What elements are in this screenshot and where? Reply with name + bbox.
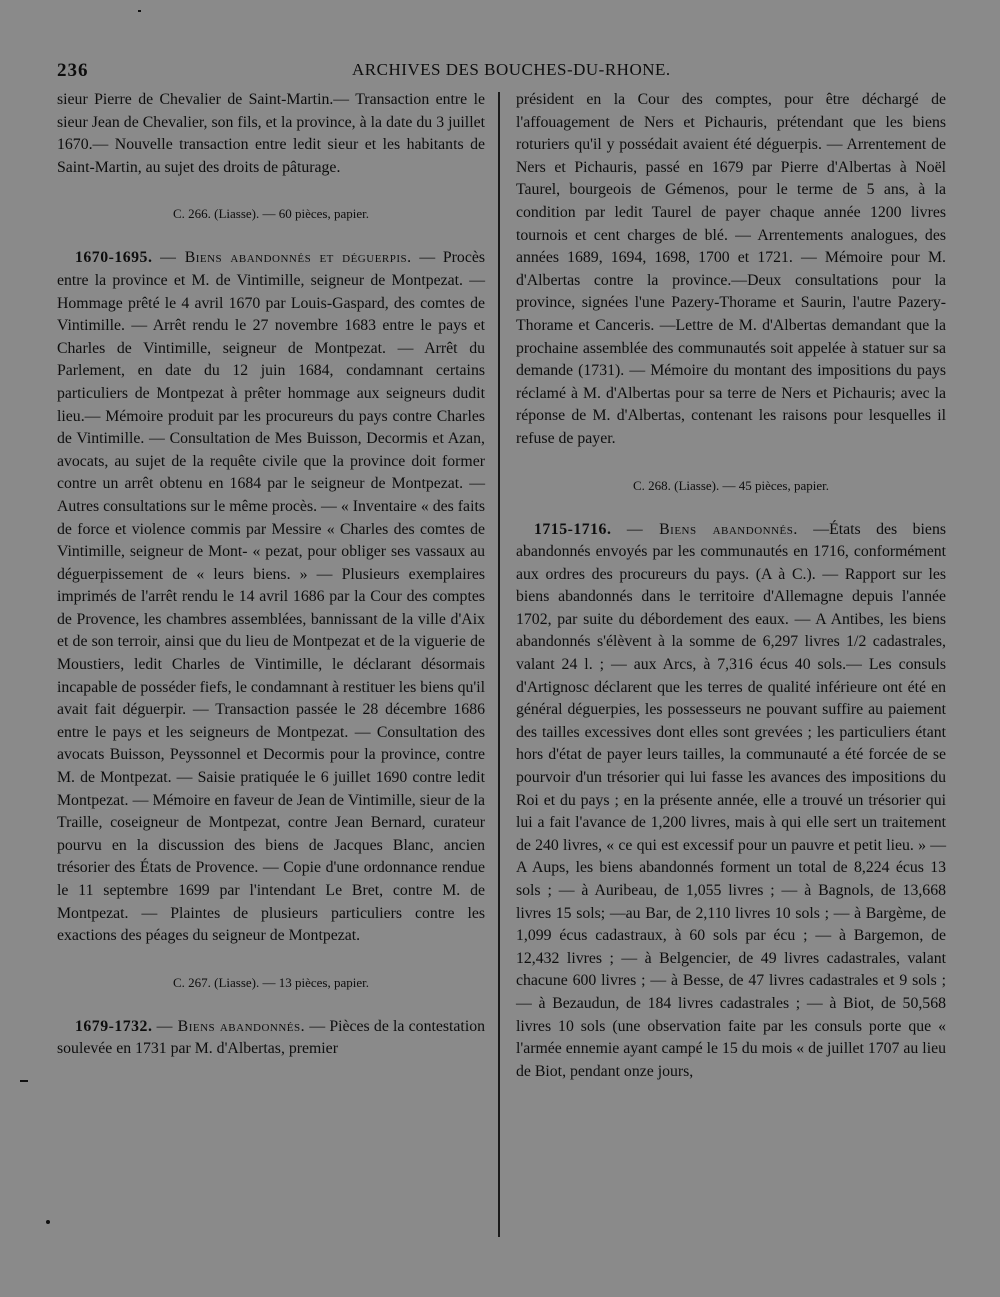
- c267-subject: — Biens abandonnés.: [156, 1017, 306, 1035]
- left-column: [57, 89, 485, 1061]
- intro-paragraph: sieur Pierre de Chevalier de Saint-Martin.— Transaction entre le sieur Jean de Chevalier, son fils, et la province, à la date du 3 juillet 1670.— Nouvelle transaction entre ledit sieur et les habitants de Saint-Martin, au sujet des droits de pâturage.: [57, 91, 485, 176]
- page-number: 236: [57, 60, 89, 81]
- c268-heading: C. 268. (Liasse). — 45 pièces, papier.: [632, 477, 830, 493]
- c266-subject: — Biens abandonnés et déguerpis.: [160, 249, 412, 267]
- running-head: ARCHIVES DES BOUCHES-DU-RHONE.: [352, 60, 671, 79]
- c266-entry: [57, 247, 485, 947]
- c268-text: —États des biens abandonnés envoyés par les communautés en 1716, conformément aux ordres des procureurs du pays. (A à C.). — Rapport sur les biens abandonnés dans le territoire d'Allemagne depuis l'année 1702, par suite du débordement des eaux. — A Antibes, les biens abandonnés s'élèvent à la somme de 6,297 livres 1/2 cadastrales, valant 24 l. ; — aux Arcs, à 7,316 écus 40 sols.— Les consuls d'Artignosc déclarent que les terres de qualité inférieure ont été en général déguerpies, les possesseurs ne pouvant suffire au paiement des tailles excessives dont elles sont grevées ; les particuliers étant hors d'état de payer leurs tailles, la communauté a été forcée de se pourvoir d'un trésorier qui lui fasse les avances des impositions du Roi et du pays ; en la présente année, elle a trouvé un trésorier qui lui a fait l'avance de 1,200 livres, mais à qui elle sert un traitement de 240 livres, « ce qui est excessif pour un pauvre et petit lieu. » — A Aups, les biens abandonnés forment un total de 8,224 écus 13 sols ; — à Auribeau, de 1,055 livres ; — à Bagnols, de 13,668 livres 15 sols; —au Bar, de 2,110 livres 10 sols ; — à Bargème, de 1,099 écus cadastraux, à 60 sols par écu ; — à Bargemon, de 12,432 livres ; — à Belgencier, de 49 livres cadastrales, valant chacune 600 livres ; — à Besse, de 47 livres cadastrales et 9 sols ; — à Bezaudun, de 184 livres cadastrales ; — à Biot, de 50,568 livres 10 sols (une observation faite par les consuls porte que « l'armée ennemie ayant campé le 15 du mois « de juillet 1707 au lieu de Biot, pendant onze jours,: [516, 520, 946, 1080]
- scan-speck: [46, 1220, 50, 1224]
- c267-dates: 1679-1732.: [75, 1017, 153, 1035]
- c267-text: — Pièces de la contestation soulevée en 1731 par M. d'Albertas, premier: [57, 1017, 486, 1058]
- c266-heading: C. 266. (Liasse). — 60 pièces, papier.: [172, 206, 370, 222]
- scan-speck: [20, 1080, 28, 1082]
- c266-dates: 1670-1695.: [75, 249, 153, 267]
- c267-continued: président en la Cour des comptes, pour être déchargé de l'affouagement de Ners et Pichauris, prétendant que les biens roturiers qu'il y possédait avaient été déguerpis. — Arrentement de Ners et Pichauris, passé en 1679 par Pierre d'Albertas à Noël Taurel, bourgeois de Gémenos, pour le terme de 5 ans, à la condition par ledit Taurel de payer chaque année 1200 livres tournois et cent charges de blé. — Arrentements analogues, des années 1689, 1694, 1698, 1700 et 1721. — Mémoire pour M. d'Albertas contre la province.—Deux consultations pour la province, signées l'une Pazery-Thorame et Saurin, l'autre Pazery-Thorame et Canceris. —Lettre de M. d'Albertas demandant que la prochaine assemblée des communautés soit appelée à statuer sur sa demande (1731). — Mémoire du montant des impositions du pays réclamé à M. d'Albertas pour sa terre de Ners et Pichauris; avec la réponse de M. d'Albertas, contenant les raisons pour lesquelles il refuse de payer.: [516, 91, 946, 447]
- column-divider: [498, 92, 500, 1237]
- c268-dates: 1715-1716.: [534, 520, 612, 538]
- c268-entry: [516, 519, 946, 1084]
- scan-speck: [138, 10, 141, 12]
- c268-subject: — Biens abandonnés.: [626, 520, 798, 538]
- right-column: [516, 89, 946, 1083]
- page-header: [57, 60, 947, 86]
- c266-text: — Procès entre la province et M. de Vintimille, seigneur de Montpezat. — Hommage prêté le 4 avril 1670 par Louis-Gaspard, des comtes de Vintimille. — Arrêt rendu le 27 novembre 1683 entre le pays et Charles de Vintimille, seigneur de Montpezat. — Arrêt du Parlement, en date du 12 juin 1684, condamnant certains particuliers de Montpezat à prêter hommage aux seigneurs dudit lieu.— Mémoire produit par les procureurs du pays contre Charles de Vintimille. — Consultation de Mes Buisson, Decormis et Azan, avocats, au sujet de la requête civile que la province doit former contre un arrêt obtenu en 1684 par le seigneur de Montpezat. — Autres consultations sur le même procès. — « Inventaire « des faits de force et violence commis par Messire « Charles des comtes de Vintimille, seigneur de Mont- « pezat, pour obliger ses vassaux au déguerpissement de « leurs biens. » — Plusieurs exemplaires imprimés de l'arrêt rendu le 14 avril 1686 par la Cour des comptes de Provence, les chambres assemblées, bannissant de la ville d'Aix et de son terroir, ainsi que du lieu de Montpezat et de la viguerie de Moustiers, ledit Charles de Vintimille, le déclarant désormais incapable de posséder fiefs, le condamnant à restituer les biens qu'il avait fait déguerpir. — Transaction passée le 28 décembre 1686 entre le pays et les seigneurs de Montpezat. — Consultation des avocats Buisson, Peyssonnel et Decormis pour la province, contre M. de Montpezat. — Saisie pratiquée le 6 juillet 1690 contre ledit Montpezat. — Mémoire en faveur de Jean de Vintimille, sieur de la Traille, coseigneur de Montpezat, contre Jean Bernard, curateur pourvu en la discussion des biens de Jacques Blanc, ancien trésorier des États de Provence. — Copie d'une ordonnance rendue le 11 septembre 1699 par l'intendant Le Bret, contre M. de Montpezat. — Plaintes de plusieurs particuliers contre les exactions des péages du seigneur de Montpezat.: [57, 249, 485, 945]
- c267-heading: C. 267. (Liasse). — 13 pièces, papier.: [172, 974, 370, 990]
- c267-entry: [57, 1016, 485, 1061]
